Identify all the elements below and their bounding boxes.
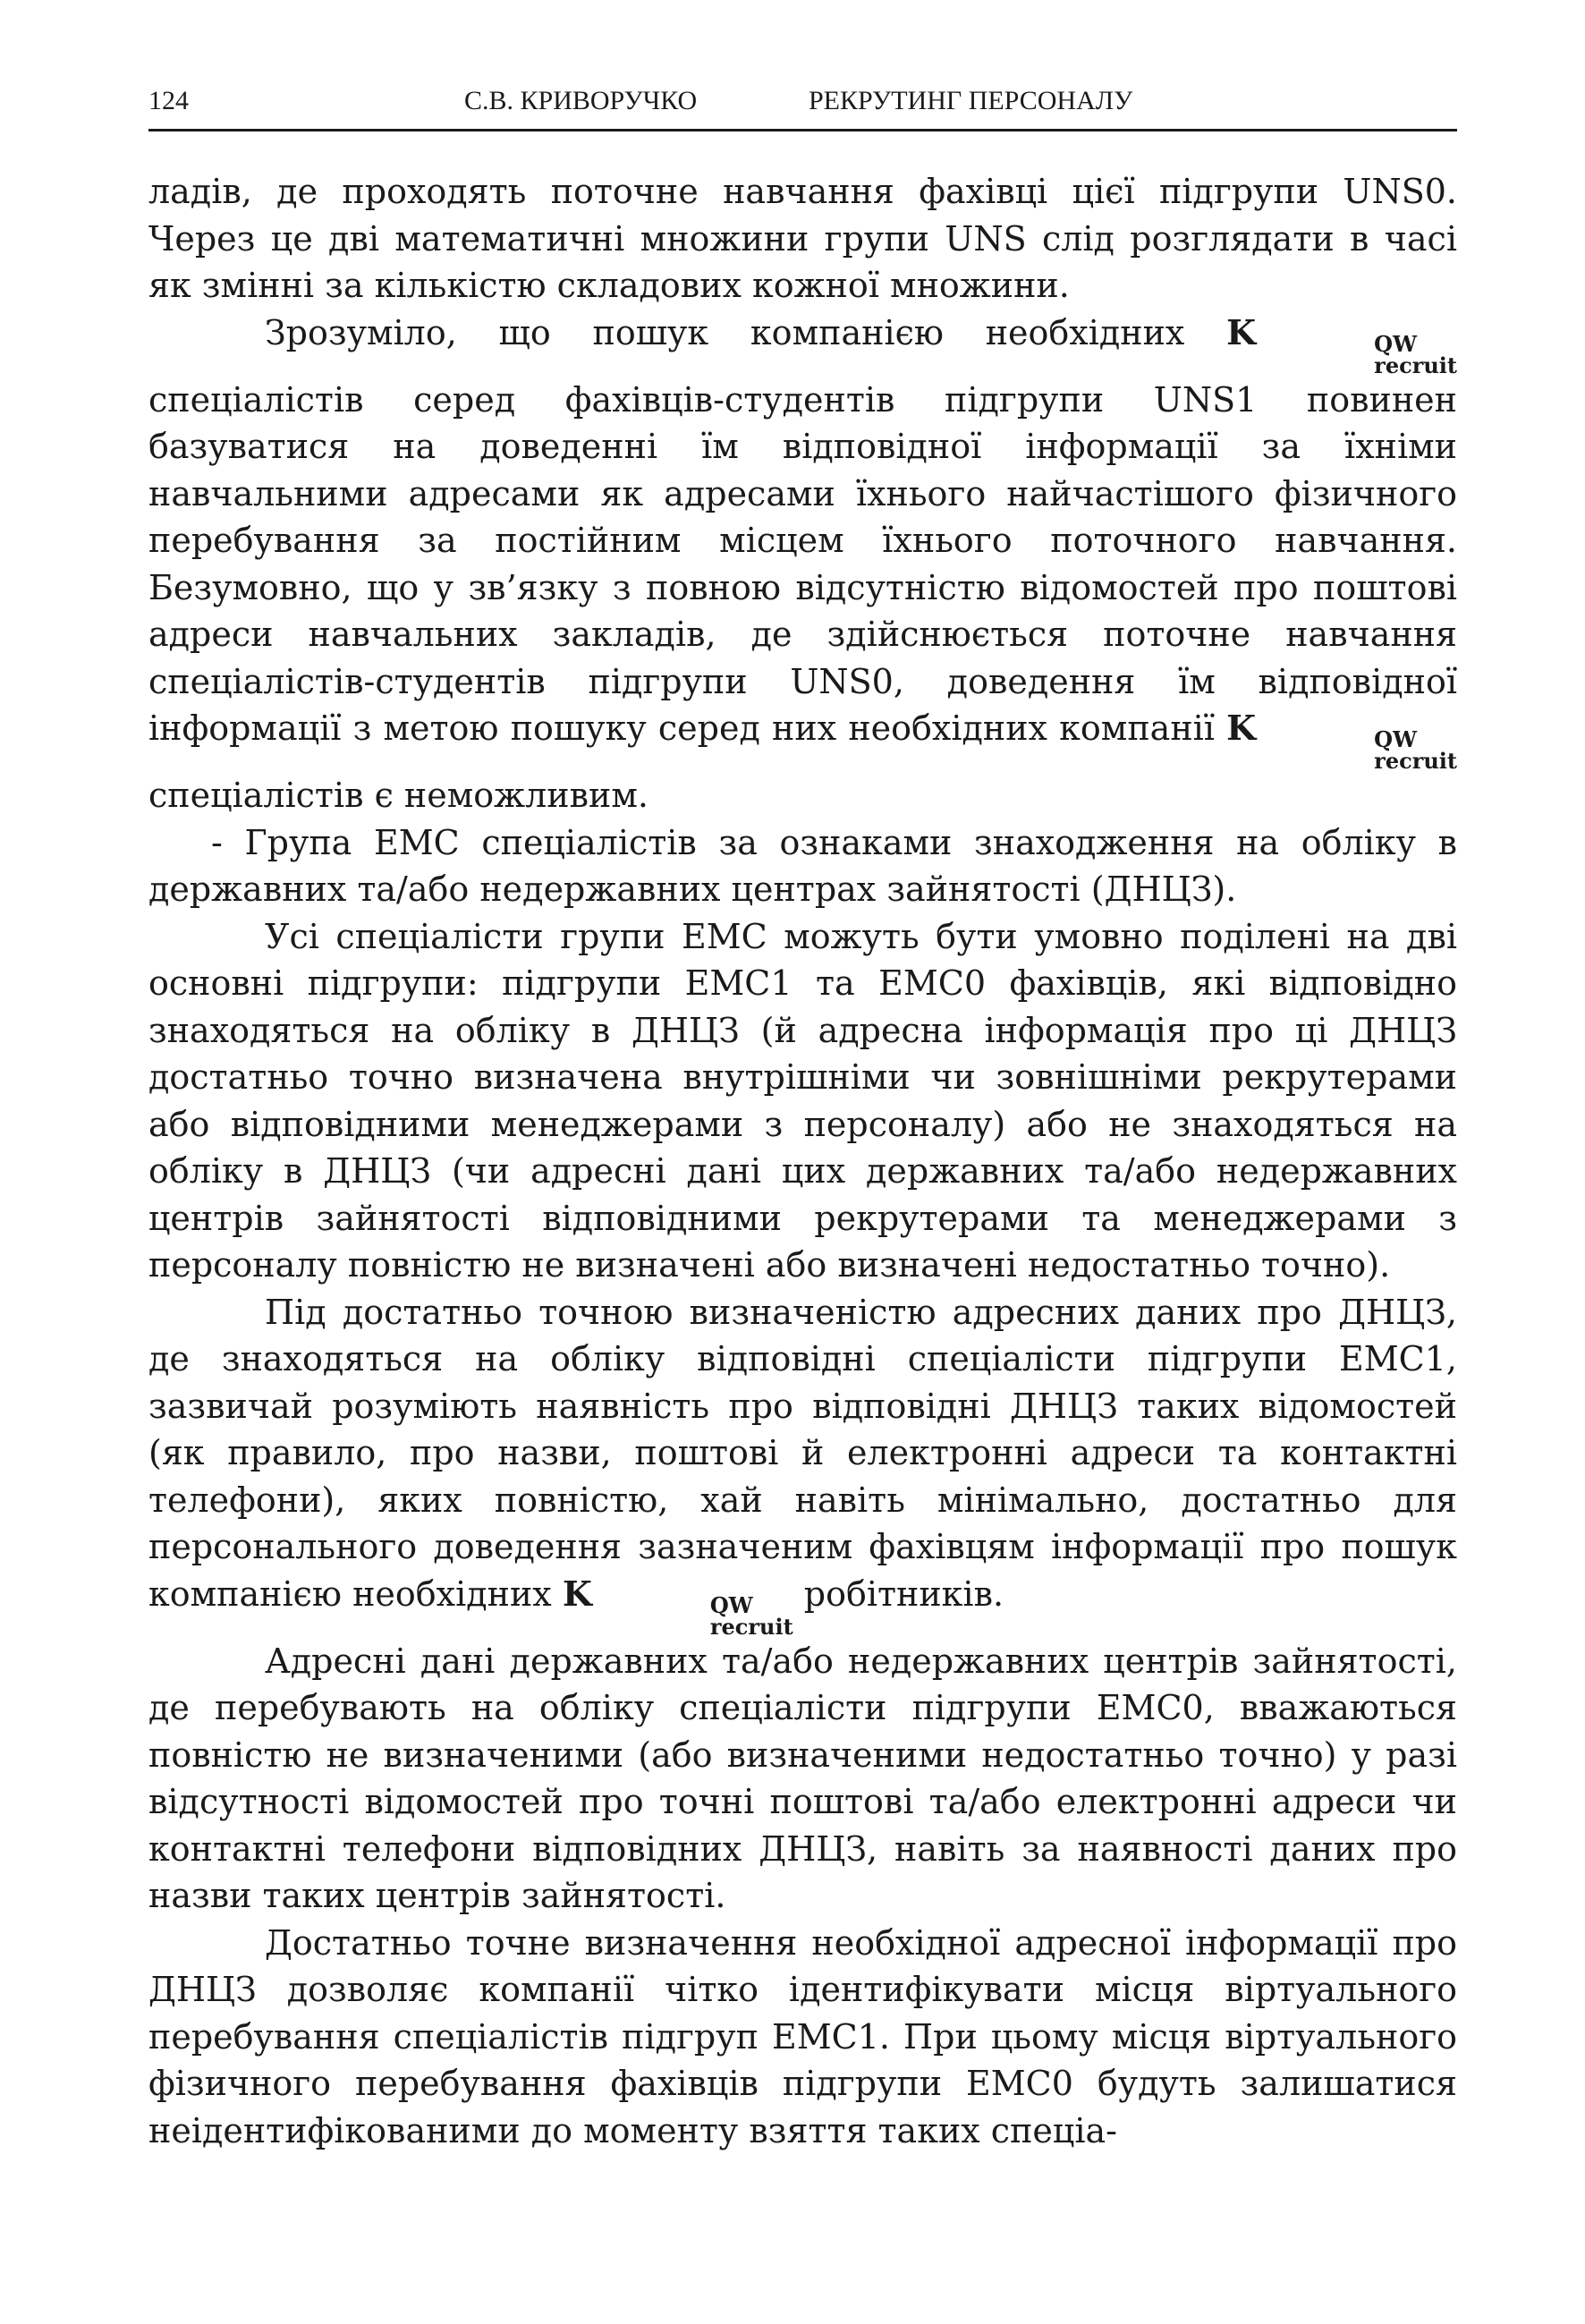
paragraph-2-part-b: спеціалістів серед фахівців-студентів підгрупи UNS1 повинен базуватися на доведенні їм відповідної інформації за їхніми навчальними адресами як адресами їхнього найчастішого фізичного перебування за постійним місцем їхнього поточного навчання. Безумовно, що у зв’язку з повною відсутністю відомостей про поштові адреси навчальних закладів, де здійснюється поточне навчання спеціалістів-студентів підгрупи UNS0, доведення їм відповідної інформації з метою пошуку серед них необхідних компанії: [148, 379, 1457, 748]
paragraph-5: [148, 1289, 1457, 1638]
k-recruit-symbol: K QW recruit: [1226, 311, 1457, 378]
paragraph-7: Достатньо точне визначення необхідної адресної інформації про ДНЦЗ дозволяє компанії чітко ідентифікувати місця віртуального перебування спеціалістів підгруп EMC1. При цьому місця віртуального фізичного перебування фахівців підгрупи EMC0 будуть залишатися неідентифікованими до моменту взяття таких спеціа-: [148, 1922, 1457, 2150]
header-book-title: РЕКРУТИНГ ПЕРСОНАЛУ: [809, 86, 1133, 115]
paragraph-2-part-c: спеціалістів є неможливим.: [148, 776, 648, 815]
page-body: [148, 168, 1457, 2154]
page-number: 124: [148, 86, 189, 115]
k-recruit-symbol: K QW recruit: [1226, 708, 1457, 774]
paragraph-2: [148, 310, 1457, 819]
paragraph-5-part-b: робітників.: [792, 1573, 1004, 1614]
header-author: С.В. КРИВОРУЧКО: [464, 86, 698, 115]
bullet-paragraph: - Група EMC спеціалістів за ознаками знаходження на обліку в державних та/або недержавних центрах зайнятості (ДНЦЗ).: [148, 822, 1457, 909]
paragraph-2-part-a: Зрозуміло, що пошук компанією необхідних: [265, 312, 1227, 352]
paragraph-4: Усі спеціалісти групи EMC можуть бути умовно поділені на дві основні підгрупи: підгрупи EMC1 та EMC0 фахівців, які відповідно знаходяться на обліку в ДНЦЗ (й адресна інформація про ці ДНЦЗ достатньо точно визначена внутрішніми чи зовнішніми рекрутерами або відповідними менеджерами з персоналу) або не знаходяться на обліку в ДНЦЗ (чи адресні дані цих державних та/або недержавних центрів зайнятості відповідними рекрутерами та менеджерами з персоналу повністю не визначені або визначені недостатньо точно).: [148, 916, 1457, 1285]
paragraph-5-part-a: Під достатньо точною визначеністю адресних даних про ДНЦЗ, де знаходяться на обліку відповідні спеціалісти підгрупи EMC1, зазвичай розуміють наявність про відповідні ДНЦЗ таких відомостей (як правило, про назви, поштові й електронні адреси та контактні телефони), яких повністю, хай навіть мінімально, достатньо для персонального доведення зазначеним фахівцям інформації про пошук компанією необхідних: [148, 1292, 1457, 1614]
k-recruit-symbol: K QW recruit: [562, 1573, 793, 1640]
paragraph-6: Адресні дані державних та/або недержавних центрів зайнятості, де перебувають на обліку спеціалісти підгрупи EMC0, вважаються повністю не визначеними (або визначеними недостатньо точно) у разі відсутності відомостей про точні поштові та/або електронні адреси чи контактні телефони відповідних ДНЦЗ, навіть за наявності даних про назви таких центрів зайнятості.: [148, 1641, 1457, 1915]
paragraph-1: ладів, де проходять поточне навчання фахівці цієї підгрупи UNS0. Через це дві математичні множини групи UNS слід розглядати в часі як змінні за кількістю складових кожної множини.: [148, 172, 1457, 305]
running-header: [148, 79, 1457, 131]
